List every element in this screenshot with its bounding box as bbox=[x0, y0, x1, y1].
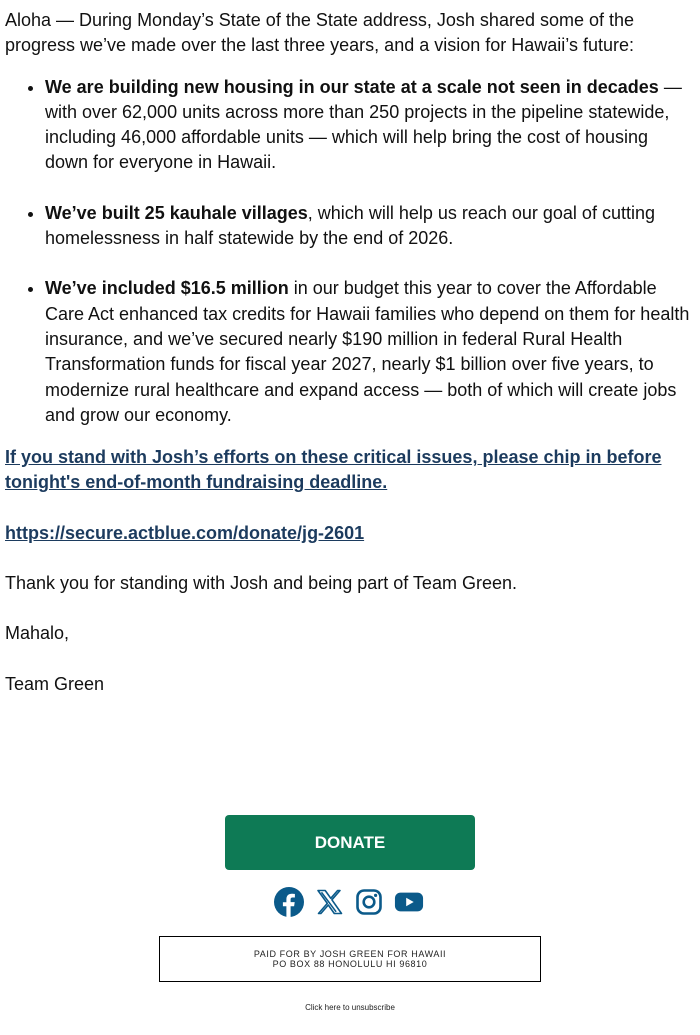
thanks-text: Thank you for standing with Josh and being part of Team Green. bbox=[5, 573, 517, 594]
address-line: PO BOX 88 HONOLULU HI 96810 bbox=[272, 959, 428, 969]
email-body bbox=[5, 8, 693, 697]
youtube-icon[interactable] bbox=[394, 887, 424, 917]
x-icon[interactable] bbox=[314, 887, 344, 917]
bullet-text: , which will help us reach our goal of cutting homelessness in half statewide by the end of 2026. bbox=[45, 202, 655, 249]
paid-for-line: PAID FOR BY JOSH GREEN FOR HAWAII bbox=[253, 949, 447, 959]
bullet-highlight: We’ve included $16.5 million bbox=[45, 278, 289, 299]
donate-url-link[interactable]: https://secure.actblue.com/donate/jg-2601 bbox=[5, 522, 365, 543]
achievements-list bbox=[5, 75, 693, 429]
facebook-icon[interactable] bbox=[274, 887, 304, 917]
bullet-highlight: We are building new housing in our state at a scale not seen in decades bbox=[45, 76, 659, 97]
donate-button[interactable]: DONATE bbox=[225, 815, 475, 870]
signature: Team Green bbox=[5, 673, 105, 694]
bullet-text: in our budget this year to cover the Affordable Care Act enhanced tax credits for Hawaii families who depend on them for health insurance, and we’ve secured nearly $190 million in federal Rural Health Transformation funds for fiscal year 2027, nearly $1 billion over five years, to modernize rural healthcare and expand access — both of which will create jobs and grow our economy. bbox=[45, 278, 690, 425]
bullet-highlight: We’ve built 25 kauhale villages bbox=[45, 202, 308, 223]
social-links bbox=[274, 885, 426, 919]
unsubscribe-link[interactable]: Click here to unsubscribe bbox=[305, 1003, 395, 1012]
list-item bbox=[45, 276, 693, 428]
instagram-icon[interactable] bbox=[354, 887, 384, 917]
list-item bbox=[45, 75, 693, 176]
paid-for-disclaimer bbox=[159, 936, 541, 982]
bullet-text: — with over 62,000 units across more than 250 projects in the pipeline statewide, including 46,000 affordable units — which will help bring the cost of housing down for everyone in Hawaii. bbox=[45, 76, 682, 173]
list-item bbox=[45, 201, 693, 252]
chip-in-link[interactable]: If you stand with Josh’s efforts on these critical issues, please chip in before tonight's end-of-month fundraising deadline. bbox=[5, 447, 662, 493]
closing-text: Mahalo, bbox=[5, 623, 70, 644]
intro-paragraph: Aloha — During Monday’s State of the State address, Josh shared some of the progress we’ve made over the last three years, and a vision for Hawaii’s future: bbox=[5, 10, 635, 56]
